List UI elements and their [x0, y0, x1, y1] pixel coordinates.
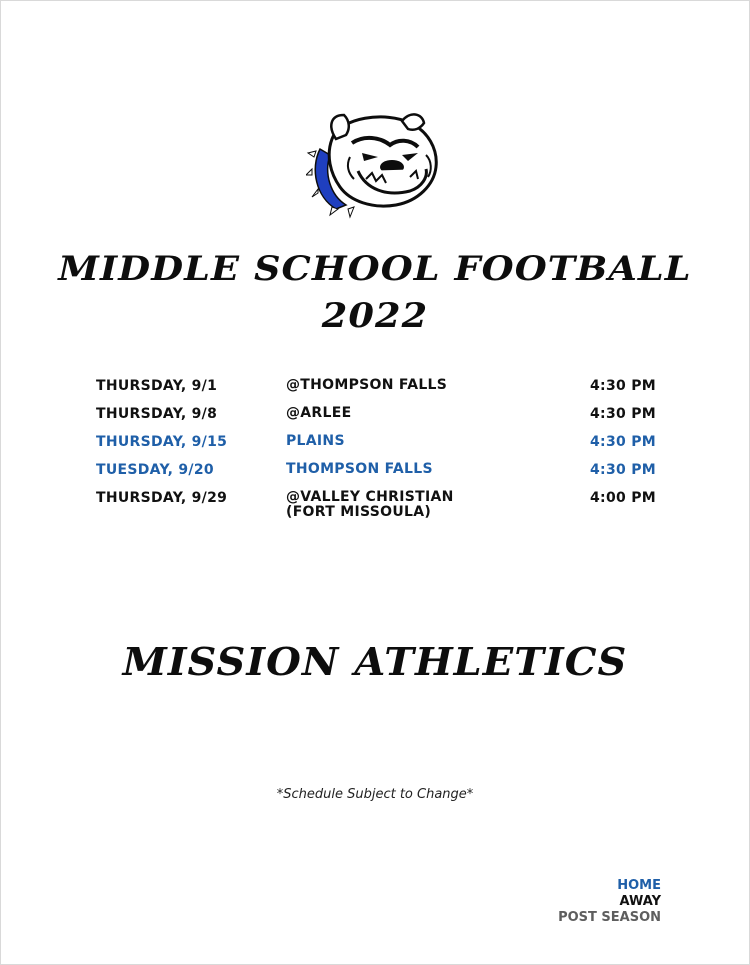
game-time: 4:30 PM: [590, 434, 656, 450]
game-opponent: [286, 490, 454, 520]
schedule-disclaimer: *Schedule Subject to Change*: [276, 787, 474, 802]
legend-away: AWAY: [619, 894, 661, 909]
bulldog-mascot-icon: [306, 109, 446, 221]
game-opponent: PLAINS: [286, 433, 345, 449]
game-opponent-line1: @VALLEY CHRISTIAN: [286, 489, 454, 505]
game-row: [96, 490, 656, 530]
title-line-1: MIDDLE SCHOOL FOOTBALL: [58, 249, 692, 289]
game-row: [96, 406, 656, 434]
game-date: THURSDAY, 9/29: [96, 490, 228, 506]
game-opponent: @THOMPSON FALLS: [286, 377, 448, 393]
game-date: TUESDAY, 9/20: [96, 462, 214, 478]
title-line-2: 2022: [321, 296, 429, 336]
schedule-table: [96, 378, 656, 530]
legend-home: HOME: [617, 878, 661, 893]
game-time: 4:00 PM: [590, 490, 656, 506]
game-date: THURSDAY, 9/8: [96, 406, 218, 422]
game-row: [96, 378, 656, 406]
game-date: THURSDAY, 9/15: [96, 434, 228, 450]
game-opponent-line2: (FORT MISSOULA): [286, 504, 432, 520]
game-date: THURSDAY, 9/1: [96, 378, 218, 394]
game-time: 4:30 PM: [590, 462, 656, 478]
color-legend: [558, 878, 661, 926]
game-opponent: @ARLEE: [286, 405, 352, 421]
game-time: 4:30 PM: [590, 406, 656, 422]
game-opponent: THOMPSON FALLS: [286, 461, 433, 477]
game-row: [96, 434, 656, 462]
legend-post-season: POST SEASON: [558, 910, 661, 925]
game-row: [96, 462, 656, 490]
organization-name: MISSION ATHLETICS: [122, 639, 628, 684]
game-time: 4:30 PM: [590, 378, 656, 394]
